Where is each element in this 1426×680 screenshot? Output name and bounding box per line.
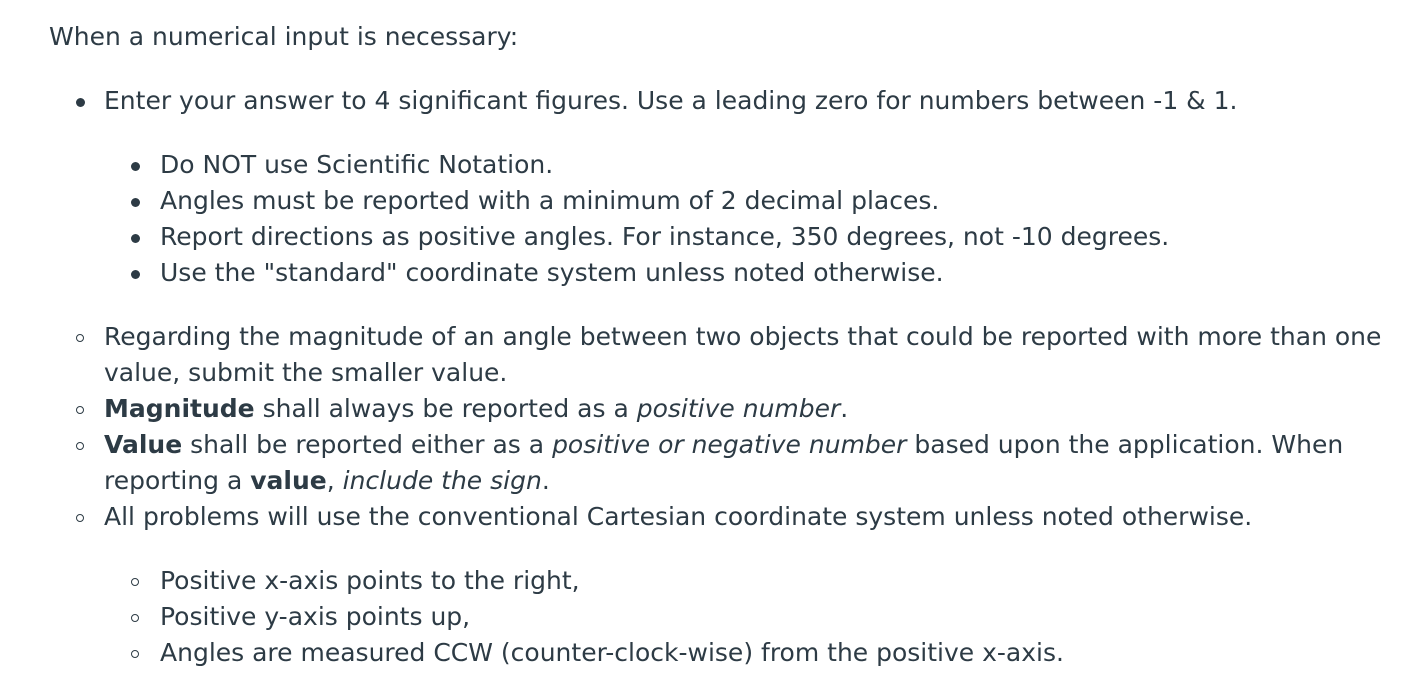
value-emphasis-2: include the sign: [342, 466, 542, 495]
list-item-text: Regarding the magnitude of an angle between two objects that could be reported with more than one value, submit the smaller value.: [104, 322, 1382, 387]
value-text-2: based upon the application. When reporting a: [104, 430, 1344, 495]
main-list: [49, 83, 1409, 671]
magnitude-emphasis: positive number: [636, 394, 841, 423]
list-item-significant-figures: [49, 83, 1409, 291]
list-item-value-rule: [49, 427, 1409, 499]
sub-list-item: Use the "standard" coordinate system unless noted otherwise.: [104, 255, 1409, 291]
sub-list-item: Angles are measured CCW (counter-clock-wise) from the positive x-axis.: [104, 635, 1409, 671]
sub-list-item: Report directions as positive angles. For instance, 350 degrees, not -10 degrees.: [104, 219, 1409, 255]
list-item-angle-magnitude: [49, 319, 1409, 391]
sub-list-coordinate-rules: [104, 563, 1409, 671]
value-emphasis-1: positive or negative number: [552, 430, 907, 459]
value-term: Value: [104, 430, 183, 459]
sub-list-numerical-rules: [104, 147, 1409, 291]
intro-text: When a numerical input is necessary:: [49, 22, 519, 51]
sub-list-item: Positive y-axis points up,: [104, 599, 1409, 635]
sub-list-item: Positive x-axis points to the right,: [104, 563, 1409, 599]
list-item-text: All problems will use the conventional Cartesian coordinate system unless noted otherwise.: [104, 502, 1253, 531]
list-item-coordinate-system: [49, 499, 1409, 671]
magnitude-text: shall always be reported as a: [254, 394, 637, 423]
value-text-3: ,: [326, 466, 343, 495]
value-term-2: value: [250, 466, 327, 495]
list-item-magnitude-rule: [49, 391, 1409, 427]
sub-list-item: Do NOT use Scientific Notation.: [104, 147, 1409, 183]
value-end: .: [541, 466, 550, 495]
value-text-1: shall be reported either as a: [182, 430, 553, 459]
magnitude-end: .: [840, 394, 849, 423]
list-item-text: Enter your answer to 4 significant figures. Use a leading zero for numbers between -1 & 1.: [104, 86, 1238, 115]
magnitude-term: Magnitude: [104, 394, 255, 423]
sub-list-item: Angles must be reported with a minimum of 2 decimal places.: [104, 183, 1409, 219]
